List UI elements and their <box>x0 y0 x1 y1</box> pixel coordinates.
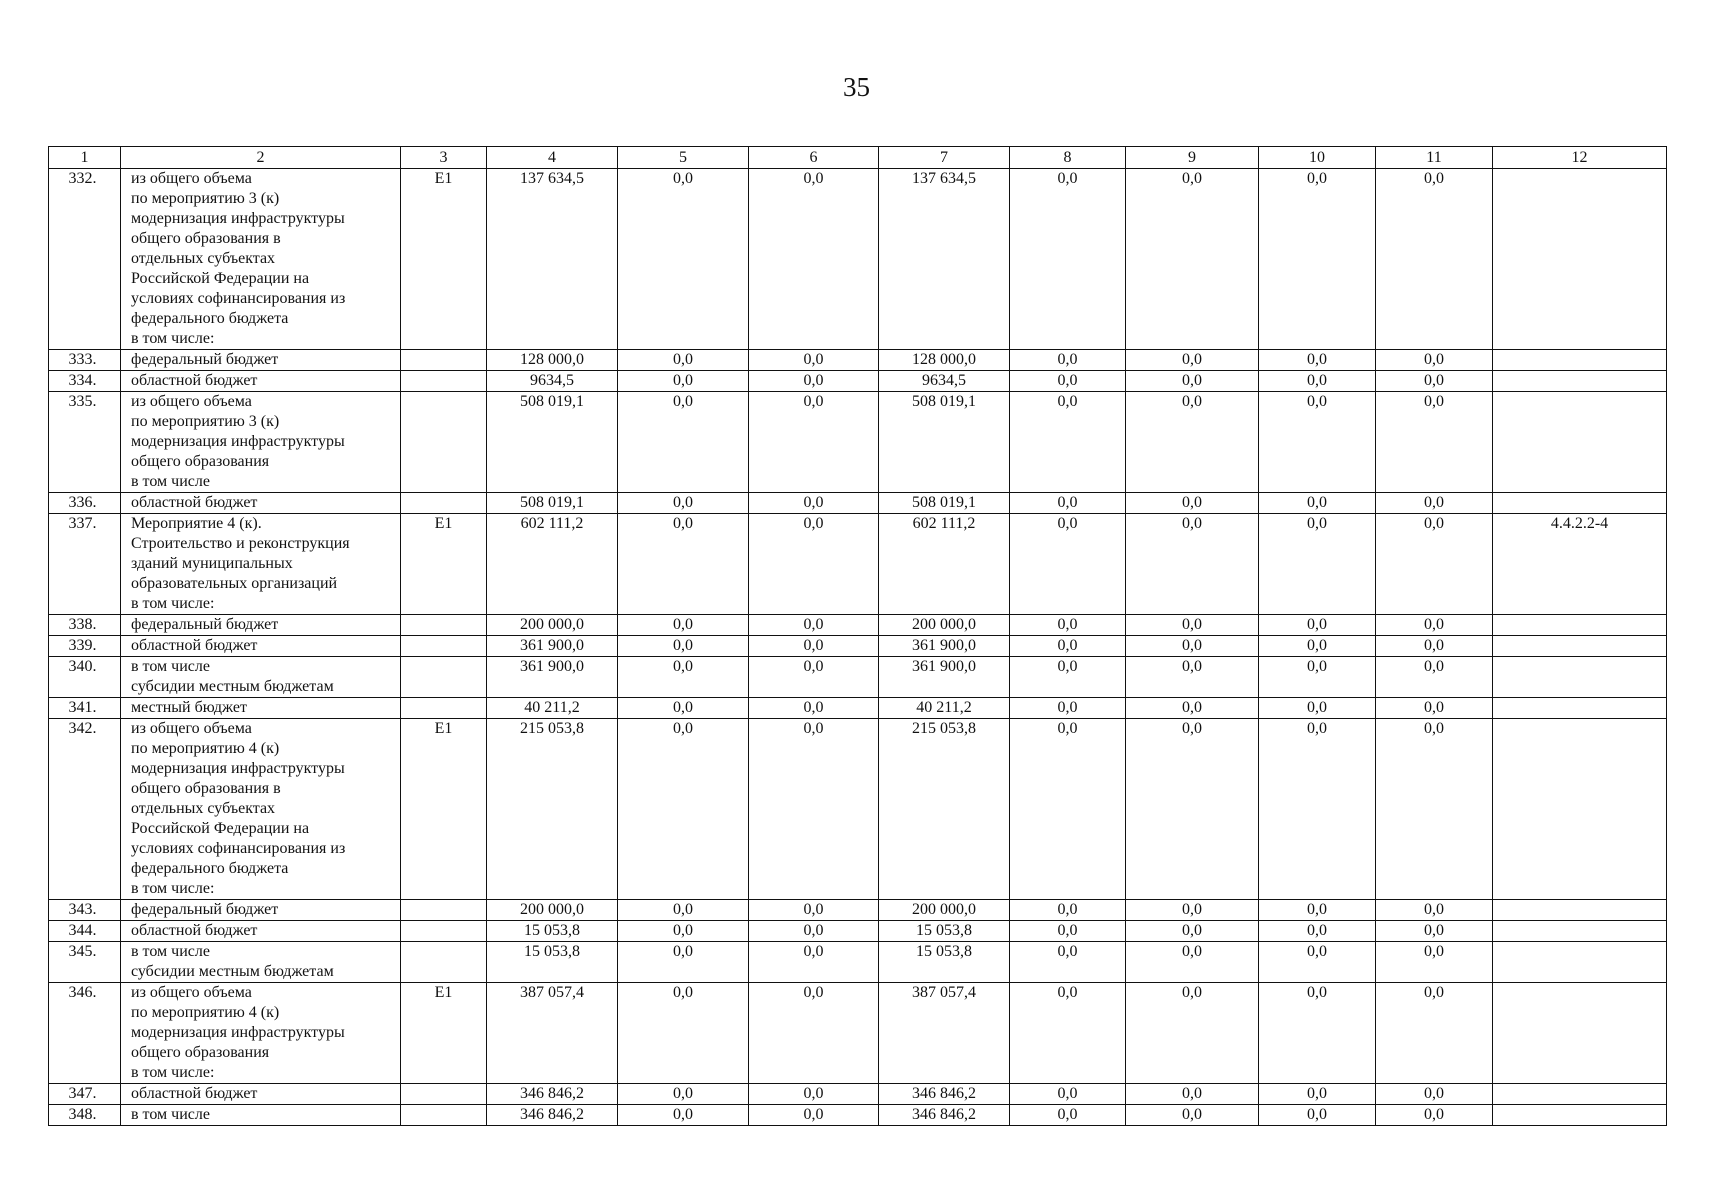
value-col-4: 40 211,2 <box>487 698 618 719</box>
value-col-5: 0,0 <box>618 921 749 942</box>
value-col-11: 0,0 <box>1376 169 1493 350</box>
column-header: 1 <box>49 147 121 169</box>
row-number: 338. <box>49 615 121 636</box>
value-col-11: 0,0 <box>1376 983 1493 1084</box>
row-reference <box>1493 698 1667 719</box>
row-description: федеральный бюджет <box>121 350 401 371</box>
row-reference: 4.4.2.2-4 <box>1493 514 1667 615</box>
row-code <box>401 636 487 657</box>
table-row <box>49 698 1667 719</box>
value-col-10: 0,0 <box>1259 657 1376 698</box>
value-col-6: 0,0 <box>749 942 879 983</box>
value-col-9: 0,0 <box>1126 169 1259 350</box>
value-col-5: 0,0 <box>618 371 749 392</box>
value-col-6: 0,0 <box>749 983 879 1084</box>
value-col-10: 0,0 <box>1259 1084 1376 1105</box>
row-description: в том числе субсидии местным бюджетам <box>121 657 401 698</box>
row-code <box>401 942 487 983</box>
value-col-4: 602 111,2 <box>487 514 618 615</box>
value-col-4: 346 846,2 <box>487 1105 618 1126</box>
value-col-9: 0,0 <box>1126 900 1259 921</box>
value-col-7: 40 211,2 <box>879 698 1010 719</box>
table-row <box>49 1084 1667 1105</box>
value-col-6: 0,0 <box>749 350 879 371</box>
value-col-8: 0,0 <box>1010 1084 1126 1105</box>
row-code <box>401 1105 487 1126</box>
table-row <box>49 392 1667 493</box>
value-col-6: 0,0 <box>749 636 879 657</box>
row-number: 336. <box>49 493 121 514</box>
value-col-7: 9634,5 <box>879 371 1010 392</box>
column-header: 9 <box>1126 147 1259 169</box>
row-number: 348. <box>49 1105 121 1126</box>
value-col-11: 0,0 <box>1376 392 1493 493</box>
value-col-9: 0,0 <box>1126 615 1259 636</box>
value-col-8: 0,0 <box>1010 900 1126 921</box>
value-col-11: 0,0 <box>1376 719 1493 900</box>
value-col-9: 0,0 <box>1126 636 1259 657</box>
table-row <box>49 493 1667 514</box>
table-row <box>49 657 1667 698</box>
row-number: 339. <box>49 636 121 657</box>
table-body <box>49 169 1667 1126</box>
row-reference <box>1493 371 1667 392</box>
table-row <box>49 636 1667 657</box>
value-col-5: 0,0 <box>618 493 749 514</box>
value-col-9: 0,0 <box>1126 371 1259 392</box>
value-col-11: 0,0 <box>1376 615 1493 636</box>
row-number: 344. <box>49 921 121 942</box>
row-description: областной бюджет <box>121 1084 401 1105</box>
row-reference <box>1493 657 1667 698</box>
value-col-5: 0,0 <box>618 1105 749 1126</box>
value-col-5: 0,0 <box>618 350 749 371</box>
row-description: из общего объема по мероприятию 3 (к) модернизация инфраструктуры общего образования в отдельных субъектах Российской Федерации на условиях софинансирования из федерального бюджета в том числе: <box>121 169 401 350</box>
value-col-6: 0,0 <box>749 1105 879 1126</box>
row-code: Е1 <box>401 169 487 350</box>
value-col-11: 0,0 <box>1376 493 1493 514</box>
value-col-10: 0,0 <box>1259 983 1376 1084</box>
row-description: федеральный бюджет <box>121 900 401 921</box>
value-col-5: 0,0 <box>618 392 749 493</box>
value-col-11: 0,0 <box>1376 942 1493 983</box>
value-col-7: 137 634,5 <box>879 169 1010 350</box>
column-header: 12 <box>1493 147 1667 169</box>
column-header: 11 <box>1376 147 1493 169</box>
table-row <box>49 615 1667 636</box>
value-col-5: 0,0 <box>618 698 749 719</box>
row-description: из общего объема по мероприятию 4 (к) модернизация инфраструктуры общего образования в отдельных субъектах Российской Федерации на условиях софинансирования из федерального бюджета в том числе: <box>121 719 401 900</box>
value-col-6: 0,0 <box>749 371 879 392</box>
value-col-7: 508 019,1 <box>879 493 1010 514</box>
value-col-4: 346 846,2 <box>487 1084 618 1105</box>
row-number: 341. <box>49 698 121 719</box>
row-description: областной бюджет <box>121 921 401 942</box>
row-code <box>401 615 487 636</box>
value-col-9: 0,0 <box>1126 1105 1259 1126</box>
row-number: 335. <box>49 392 121 493</box>
row-reference <box>1493 392 1667 493</box>
value-col-11: 0,0 <box>1376 657 1493 698</box>
column-header: 4 <box>487 147 618 169</box>
value-col-6: 0,0 <box>749 514 879 615</box>
value-col-9: 0,0 <box>1126 392 1259 493</box>
value-col-8: 0,0 <box>1010 350 1126 371</box>
value-col-10: 0,0 <box>1259 698 1376 719</box>
value-col-4: 508 019,1 <box>487 493 618 514</box>
row-description: областной бюджет <box>121 371 401 392</box>
value-col-6: 0,0 <box>749 657 879 698</box>
row-reference <box>1493 900 1667 921</box>
row-code <box>401 1084 487 1105</box>
table-row <box>49 514 1667 615</box>
value-col-8: 0,0 <box>1010 371 1126 392</box>
row-number: 334. <box>49 371 121 392</box>
value-col-5: 0,0 <box>618 719 749 900</box>
value-col-7: 215 053,8 <box>879 719 1010 900</box>
table-row <box>49 169 1667 350</box>
row-description: в том числе субсидии местным бюджетам <box>121 942 401 983</box>
value-col-10: 0,0 <box>1259 1105 1376 1126</box>
value-col-4: 9634,5 <box>487 371 618 392</box>
table-row <box>49 371 1667 392</box>
value-col-7: 361 900,0 <box>879 636 1010 657</box>
value-col-4: 215 053,8 <box>487 719 618 900</box>
value-col-9: 0,0 <box>1126 719 1259 900</box>
value-col-7: 346 846,2 <box>879 1105 1010 1126</box>
row-description: в том числе <box>121 1105 401 1126</box>
row-description: местный бюджет <box>121 698 401 719</box>
value-col-4: 15 053,8 <box>487 921 618 942</box>
page-number: 35 <box>843 72 870 102</box>
value-col-9: 0,0 <box>1126 657 1259 698</box>
value-col-10: 0,0 <box>1259 392 1376 493</box>
value-col-9: 0,0 <box>1126 921 1259 942</box>
value-col-6: 0,0 <box>749 169 879 350</box>
row-description: Мероприятие 4 (к). Строительство и реконструкция зданий муниципальных образовательных организаций в том числе: <box>121 514 401 615</box>
row-number: 342. <box>49 719 121 900</box>
value-col-11: 0,0 <box>1376 921 1493 942</box>
row-description: областной бюджет <box>121 636 401 657</box>
value-col-7: 15 053,8 <box>879 921 1010 942</box>
value-col-7: 361 900,0 <box>879 657 1010 698</box>
value-col-10: 0,0 <box>1259 514 1376 615</box>
row-reference <box>1493 1084 1667 1105</box>
value-col-4: 361 900,0 <box>487 657 618 698</box>
value-col-8: 0,0 <box>1010 719 1126 900</box>
table-row <box>49 900 1667 921</box>
row-code: Е1 <box>401 983 487 1084</box>
value-col-10: 0,0 <box>1259 169 1376 350</box>
column-header: 2 <box>121 147 401 169</box>
value-col-5: 0,0 <box>618 983 749 1084</box>
table-row <box>49 983 1667 1084</box>
value-col-8: 0,0 <box>1010 698 1126 719</box>
value-col-6: 0,0 <box>749 698 879 719</box>
value-col-11: 0,0 <box>1376 371 1493 392</box>
value-col-5: 0,0 <box>618 636 749 657</box>
value-col-8: 0,0 <box>1010 921 1126 942</box>
row-code <box>401 493 487 514</box>
value-col-8: 0,0 <box>1010 169 1126 350</box>
value-col-8: 0,0 <box>1010 392 1126 493</box>
column-header: 7 <box>879 147 1010 169</box>
budget-table <box>48 146 1667 1126</box>
value-col-7: 200 000,0 <box>879 900 1010 921</box>
row-code <box>401 698 487 719</box>
value-col-9: 0,0 <box>1126 698 1259 719</box>
value-col-6: 0,0 <box>749 921 879 942</box>
value-col-9: 0,0 <box>1126 983 1259 1084</box>
table-row <box>49 1105 1667 1126</box>
row-reference <box>1493 921 1667 942</box>
table-row <box>49 719 1667 900</box>
value-col-5: 0,0 <box>618 900 749 921</box>
row-reference <box>1493 493 1667 514</box>
value-col-8: 0,0 <box>1010 657 1126 698</box>
row-reference <box>1493 615 1667 636</box>
value-col-4: 128 000,0 <box>487 350 618 371</box>
row-reference <box>1493 983 1667 1084</box>
column-header: 5 <box>618 147 749 169</box>
value-col-11: 0,0 <box>1376 1105 1493 1126</box>
row-code: Е1 <box>401 514 487 615</box>
value-col-11: 0,0 <box>1376 350 1493 371</box>
value-col-8: 0,0 <box>1010 942 1126 983</box>
value-col-11: 0,0 <box>1376 698 1493 719</box>
row-code <box>401 921 487 942</box>
value-col-9: 0,0 <box>1126 1084 1259 1105</box>
value-col-6: 0,0 <box>749 900 879 921</box>
value-col-5: 0,0 <box>618 615 749 636</box>
value-col-10: 0,0 <box>1259 942 1376 983</box>
value-col-8: 0,0 <box>1010 983 1126 1084</box>
value-col-10: 0,0 <box>1259 493 1376 514</box>
row-number: 346. <box>49 983 121 1084</box>
value-col-11: 0,0 <box>1376 636 1493 657</box>
value-col-11: 0,0 <box>1376 1084 1493 1105</box>
row-reference <box>1493 169 1667 350</box>
row-code <box>401 350 487 371</box>
row-description: из общего объема по мероприятию 3 (к) модернизация инфраструктуры общего образования в том числе <box>121 392 401 493</box>
value-col-4: 200 000,0 <box>487 615 618 636</box>
row-code <box>401 371 487 392</box>
row-number: 345. <box>49 942 121 983</box>
row-number: 347. <box>49 1084 121 1105</box>
value-col-8: 0,0 <box>1010 514 1126 615</box>
value-col-7: 128 000,0 <box>879 350 1010 371</box>
value-col-6: 0,0 <box>749 493 879 514</box>
value-col-5: 0,0 <box>618 942 749 983</box>
column-header: 10 <box>1259 147 1376 169</box>
value-col-7: 200 000,0 <box>879 615 1010 636</box>
row-description: из общего объема по мероприятию 4 (к) модернизация инфраструктуры общего образования в том числе: <box>121 983 401 1084</box>
row-code <box>401 392 487 493</box>
column-header: 3 <box>401 147 487 169</box>
row-reference <box>1493 942 1667 983</box>
value-col-7: 508 019,1 <box>879 392 1010 493</box>
value-col-8: 0,0 <box>1010 636 1126 657</box>
value-col-7: 15 053,8 <box>879 942 1010 983</box>
row-number: 332. <box>49 169 121 350</box>
value-col-4: 387 057,4 <box>487 983 618 1084</box>
column-number-row <box>49 147 1667 169</box>
value-col-9: 0,0 <box>1126 514 1259 615</box>
value-col-6: 0,0 <box>749 1084 879 1105</box>
value-col-10: 0,0 <box>1259 615 1376 636</box>
value-col-5: 0,0 <box>618 657 749 698</box>
value-col-6: 0,0 <box>749 392 879 493</box>
value-col-5: 0,0 <box>618 169 749 350</box>
value-col-10: 0,0 <box>1259 900 1376 921</box>
row-number: 337. <box>49 514 121 615</box>
value-col-10: 0,0 <box>1259 350 1376 371</box>
value-col-8: 0,0 <box>1010 615 1126 636</box>
row-reference <box>1493 636 1667 657</box>
value-col-7: 387 057,4 <box>879 983 1010 1084</box>
value-col-4: 361 900,0 <box>487 636 618 657</box>
column-header: 6 <box>749 147 879 169</box>
value-col-5: 0,0 <box>618 1084 749 1105</box>
value-col-4: 15 053,8 <box>487 942 618 983</box>
value-col-5: 0,0 <box>618 514 749 615</box>
table-row <box>49 921 1667 942</box>
value-col-4: 137 634,5 <box>487 169 618 350</box>
value-col-9: 0,0 <box>1126 493 1259 514</box>
value-col-8: 0,0 <box>1010 493 1126 514</box>
value-col-11: 0,0 <box>1376 900 1493 921</box>
value-col-10: 0,0 <box>1259 636 1376 657</box>
value-col-11: 0,0 <box>1376 514 1493 615</box>
value-col-6: 0,0 <box>749 719 879 900</box>
value-col-9: 0,0 <box>1126 942 1259 983</box>
value-col-10: 0,0 <box>1259 371 1376 392</box>
value-col-9: 0,0 <box>1126 350 1259 371</box>
row-code <box>401 900 487 921</box>
value-col-10: 0,0 <box>1259 719 1376 900</box>
row-reference <box>1493 1105 1667 1126</box>
value-col-6: 0,0 <box>749 615 879 636</box>
row-code: Е1 <box>401 719 487 900</box>
row-reference <box>1493 350 1667 371</box>
row-description: областной бюджет <box>121 493 401 514</box>
row-number: 340. <box>49 657 121 698</box>
value-col-7: 346 846,2 <box>879 1084 1010 1105</box>
row-number: 333. <box>49 350 121 371</box>
row-reference <box>1493 719 1667 900</box>
value-col-4: 200 000,0 <box>487 900 618 921</box>
value-col-7: 602 111,2 <box>879 514 1010 615</box>
column-header: 8 <box>1010 147 1126 169</box>
table-row <box>49 942 1667 983</box>
value-col-10: 0,0 <box>1259 921 1376 942</box>
table-row <box>49 350 1667 371</box>
value-col-8: 0,0 <box>1010 1105 1126 1126</box>
value-col-4: 508 019,1 <box>487 392 618 493</box>
row-description: федеральный бюджет <box>121 615 401 636</box>
row-code <box>401 657 487 698</box>
row-number: 343. <box>49 900 121 921</box>
